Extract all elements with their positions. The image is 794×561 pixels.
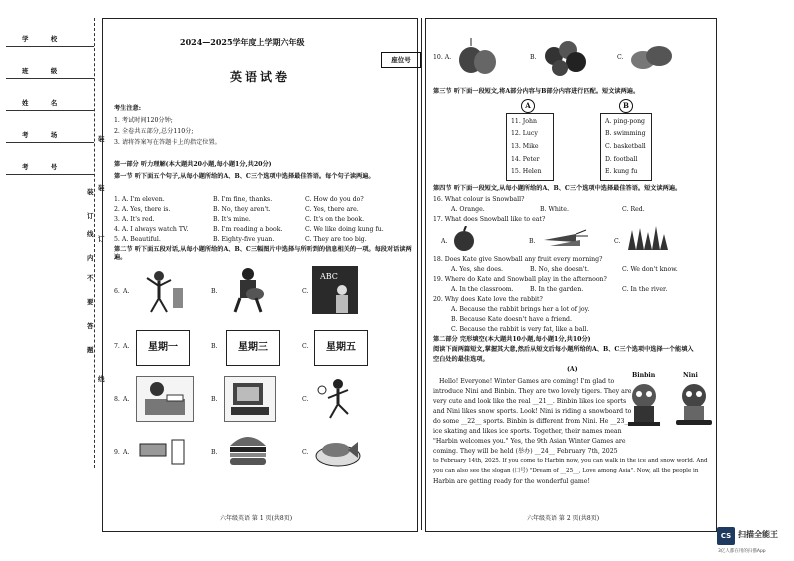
calendar-friday-image: 星期五: [314, 330, 368, 366]
column-b-marker: B: [619, 99, 633, 113]
binding-line: [94, 18, 95, 468]
guitar-player-image: [225, 266, 271, 314]
nini-caption: Nini: [683, 372, 698, 379]
question-20: 20. Why does Kate love the rabbit?: [433, 296, 543, 303]
option-label: A.: [123, 288, 130, 295]
sec3-instructions: 第三节 听下面一段短文,将A部分内容与B部分内容进行匹配。短文读两遍。: [433, 88, 640, 95]
option-text: A. Because the rabbit brings her a lot of joy.: [451, 306, 590, 313]
part2-description-cont: 空白处的最佳选项。: [433, 356, 489, 363]
grass-image: [626, 226, 670, 250]
q10-label: 10. A.: [433, 54, 452, 61]
notice-item: 3. 请将答案写在答题卡上的指定位置。: [114, 139, 221, 146]
option-label: C.: [302, 396, 309, 403]
binbin-caption: Binbin: [632, 372, 656, 379]
sec4-instructions: 第四节 听下面一段短文,从每小题所给的A、B、C三个选项中选择最佳答语。短文读两遍。: [433, 185, 682, 192]
option-label: A.: [441, 238, 448, 245]
onion-image: [455, 34, 499, 78]
part2-heading: 第二部分 完形填空(本大题共10小题,每小题1分,共10分): [433, 336, 591, 343]
scanner-brand: 扫描全能王: [738, 530, 778, 539]
teacher-blackboard-image: ABC: [312, 266, 358, 314]
side-mark: 装: [98, 184, 105, 192]
field-line: [6, 142, 94, 143]
boy-drawing-image: [137, 268, 185, 314]
field-class: 班 级: [22, 67, 68, 75]
seat-number-box: 座位号: [381, 52, 421, 68]
option-text: B. In the garden.: [530, 286, 584, 293]
notice-item: 1. 考试时间120分钟;: [114, 117, 173, 124]
hamburger-image: [224, 428, 272, 470]
boy-football-image: [314, 376, 360, 420]
bread-milk-image: [136, 430, 192, 468]
option-text: A. Yes, she does.: [451, 266, 503, 273]
side-mark: 线: [98, 375, 105, 383]
option-label: A.: [123, 449, 130, 456]
option-label: C.: [617, 54, 624, 61]
binding-sidebar: 学 校 班 级 姓 名 考 场 考 号 装 装 订 线 装 订 线 内 不 要 答 题: [0, 0, 100, 561]
sec1-instructions: 第一节 听下面五个句子,从每小题所给的A、B、C三个选项中选择最佳答语。每个句子读两遍。: [114, 173, 375, 180]
option-label: B.: [211, 396, 218, 403]
calendar-wednesday-image: 星期三: [226, 330, 280, 366]
field-exam-room: 考 场: [22, 131, 68, 139]
option-label: B.: [211, 343, 218, 350]
nini-tiger-image: [674, 382, 714, 428]
option-text: B. White.: [540, 206, 569, 213]
computer-image: [224, 376, 276, 422]
question-number: 9.: [114, 449, 120, 456]
option-text: B. Because Kate doesn't have a friend.: [451, 316, 572, 323]
option-label: A.: [123, 396, 130, 403]
notice-title: 考生注意:: [114, 105, 142, 112]
question-18: 18. Does Kate give Snowball any fruit every morning?: [433, 256, 603, 263]
fish-plate-image: [314, 428, 362, 470]
option-label: B.: [530, 54, 537, 61]
camscanner-logo: CS: [717, 527, 735, 545]
page-title: 英语试卷: [230, 70, 291, 84]
page-divider: [421, 18, 423, 530]
field-line: [6, 78, 94, 79]
side-mark: 订: [98, 235, 105, 243]
option-text: A. In the classroom.: [451, 286, 514, 293]
tomatoes-image: [540, 34, 590, 78]
field-line: [6, 174, 94, 175]
field-school: 学 校: [22, 35, 68, 43]
question-number: 8.: [114, 396, 120, 403]
question-number: 7.: [114, 343, 120, 350]
question-number: 6.: [114, 288, 120, 295]
page2-footer: 六年级英语 第 2 页(共8页): [527, 515, 600, 522]
option-label: B.: [211, 449, 218, 456]
option-label: B.: [211, 288, 218, 295]
option-label: B.: [529, 238, 536, 245]
scanner-tagline: 3亿人都在用的扫描App: [718, 549, 766, 554]
field-name: 姓 名: [22, 99, 68, 107]
option-text: C. Red.: [622, 206, 645, 213]
option-label: C.: [614, 238, 621, 245]
field-exam-number: 考 号: [22, 163, 68, 171]
option-text: C. Because the rabbit is very fat, like a ball.: [451, 326, 589, 333]
field-line: [6, 46, 94, 47]
question-19: 19. Where do Kate and Snowball play in the afternoon?: [433, 276, 607, 283]
option-text: C. We don't know.: [622, 266, 678, 273]
column-a-marker: A: [521, 99, 535, 113]
carrots-image: [540, 228, 590, 248]
part2-description: 阅读下面两篇短文,掌握其大意,然后从短文后每小题所给的A、B、C三个选项中选择一个能填入: [433, 346, 694, 353]
option-text: A. Orange.: [451, 206, 485, 213]
side-mark: 装: [98, 135, 105, 143]
option-text: C. In the river.: [622, 286, 668, 293]
option-text: B. No, she doesn't.: [530, 266, 590, 273]
option-label: C.: [302, 449, 309, 456]
apple-image: [452, 226, 476, 252]
sec2-instructions: 第二节 听下面五段对话,从每小题所给的A、B、C三幅图片中选择与所听到的信息相关的一项。每段对话读两遍。: [114, 246, 412, 261]
child-writing-image: [136, 376, 194, 422]
field-line: [6, 110, 94, 111]
part1-heading: 第一部分 听力理解(本大题共20小题,每小题1分,共20分): [114, 161, 272, 168]
option-label: C.: [302, 343, 309, 350]
potatoes-image: [627, 38, 675, 78]
notice-item: 2. 全卷共五部分,总分110分;: [114, 128, 194, 135]
question-17: 17. What does Snowball like to eat?: [433, 216, 546, 223]
exam-header: 2024—2025学年度上学期六年级: [180, 37, 305, 47]
option-label: C.: [302, 288, 309, 295]
passage-label: (A): [567, 366, 578, 373]
question-16: 16. What colour is Snowball?: [433, 196, 525, 203]
page1-footer: 六年级英语 第 1 页(共8页): [220, 515, 293, 522]
option-label: A.: [123, 343, 130, 350]
calendar-monday-image: 星期一: [136, 330, 190, 366]
